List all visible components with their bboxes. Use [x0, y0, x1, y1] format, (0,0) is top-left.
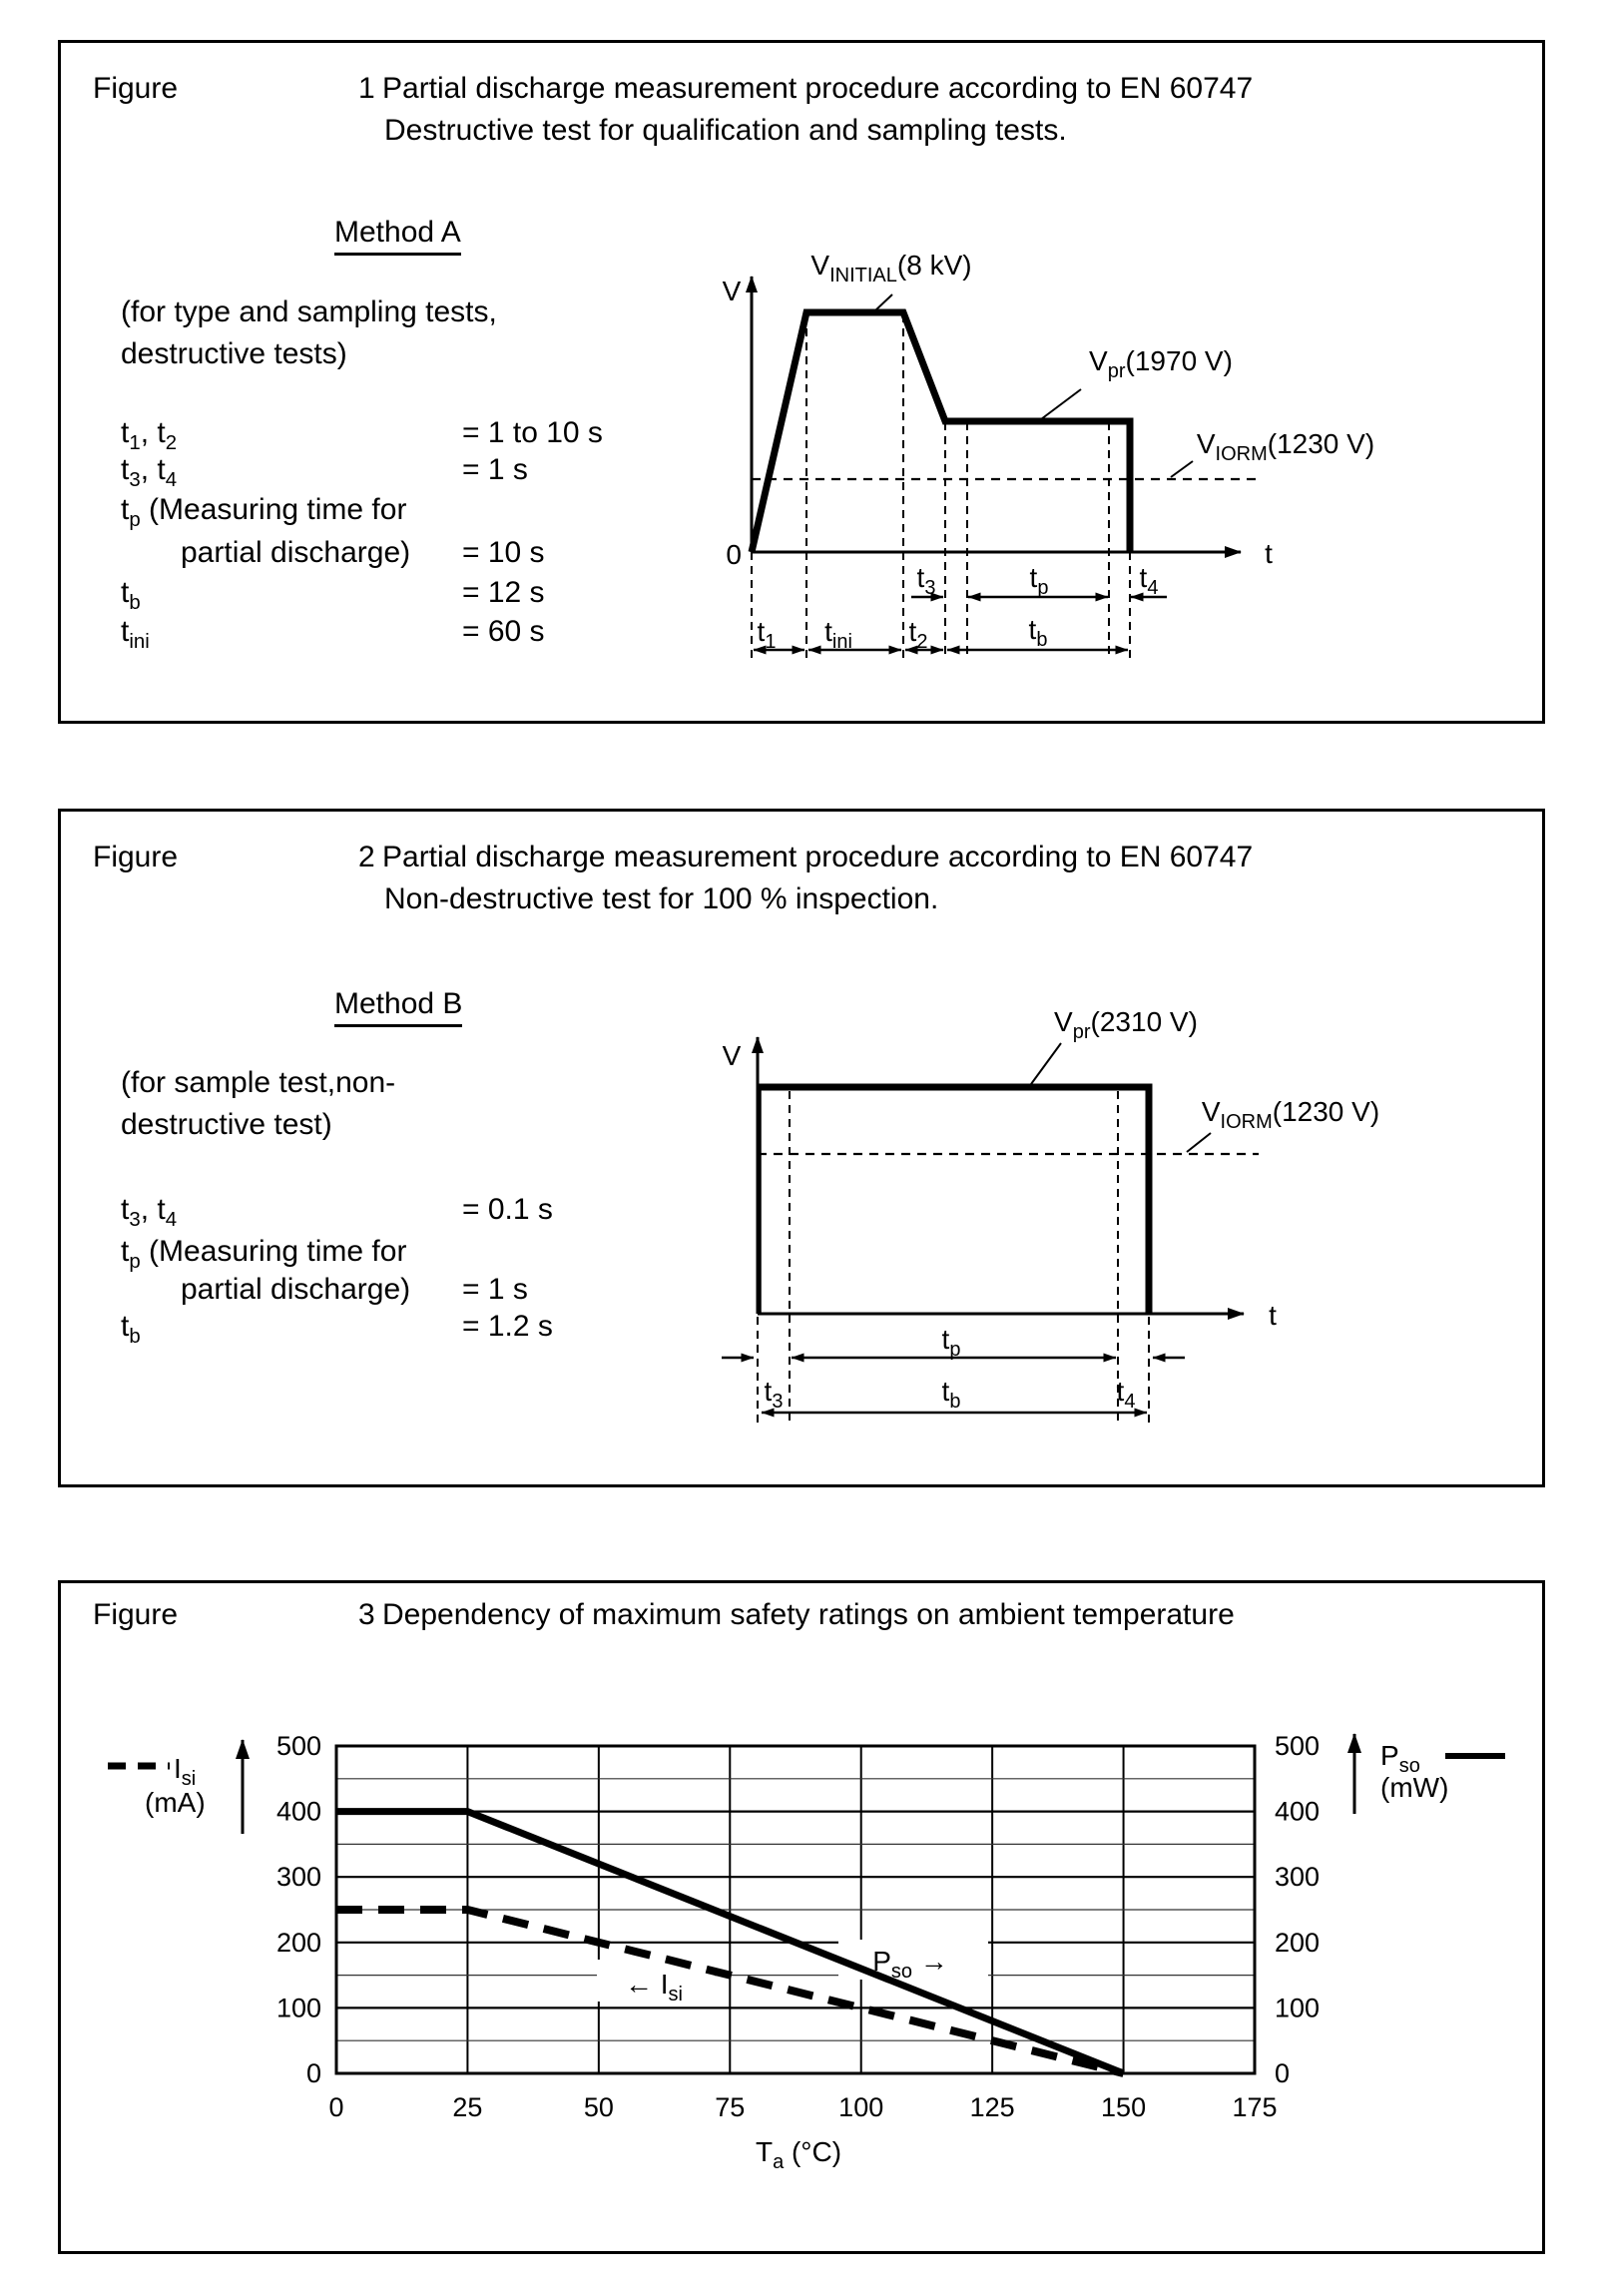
svg-text:300: 300	[1275, 1862, 1321, 1893]
figure3-title: Dependency of maximum safety ratings on ambient temperature	[382, 1598, 1235, 1631]
vinitial-callout	[874, 294, 892, 311]
x-axis-title: $T_a$ (°C)	[755, 2136, 842, 2173]
figure2-param-label: $t_b$	[121, 1310, 141, 1348]
figure2-param-value: = 0.1 s	[462, 1193, 553, 1226]
svg-text:300: 300	[275, 1862, 321, 1893]
figure2-method-heading: Method B	[334, 986, 462, 1022]
dim-label-tb: $t_b$	[1028, 614, 1048, 651]
figure1-param-value: = 12 s	[462, 576, 545, 609]
figure1-param-label: $t_b$	[121, 576, 141, 614]
svg-text:25: 25	[452, 2092, 483, 2122]
figure1-caption-word: Figure	[93, 72, 179, 105]
v-axis-label: V	[722, 276, 742, 306]
v-axis-label: V	[722, 1040, 742, 1071]
figure2-param-value: = 1.2 s	[462, 1310, 553, 1343]
figure2-note-line2: destructive test)	[121, 1108, 332, 1141]
isi-legend-unit: (mA)	[145, 1787, 206, 1818]
svg-text:0: 0	[305, 2058, 321, 2088]
isi-legend-label: $I_{si}$	[174, 1753, 197, 1790]
figure1-param-label: $t_1$, $t_2$	[121, 416, 178, 454]
figure3-caption-number: 3	[358, 1598, 375, 1631]
figure2-param-label: $t_3$, $t_4$	[121, 1193, 178, 1231]
figure1-param-label-indent: partial discharge)	[181, 536, 411, 569]
figure1-note-line2: destructive tests)	[121, 337, 347, 370]
dim-label-t4: $t_4$	[1116, 1376, 1136, 1413]
svg-text:50: 50	[583, 2092, 614, 2122]
figure1-panel	[58, 40, 1545, 724]
svg-text:200: 200	[1275, 1927, 1321, 1958]
figure1-param-label: $t_{ini}$	[121, 615, 150, 653]
svg-text:400: 400	[275, 1796, 321, 1827]
viorm-label: $V_{IORM}(1230$ V)	[1201, 1096, 1380, 1133]
figure1-method-heading: Method A	[334, 215, 461, 251]
dim-label-tb: $t_b$	[941, 1376, 961, 1413]
figure1-note-line1: (for type and sampling tests,	[121, 295, 497, 328]
vpr-label: $V_{pr}(1970$ V)	[1089, 345, 1233, 382]
figure2-caption-number: 2	[358, 841, 375, 873]
figure2-title-line2: Non-destructive test for 100 % inspection.	[384, 882, 939, 915]
figure1-caption-number: 1	[358, 72, 375, 105]
t-axis-label: t	[1269, 1300, 1277, 1331]
pso-legend-label: $P_{so}$	[1380, 1740, 1420, 1777]
dim-label-t3: $t_3$	[916, 562, 936, 599]
viorm-callout	[1187, 1133, 1211, 1152]
figure2-title-line1: Partial discharge measurement procedure according to EN 60747	[382, 841, 1254, 873]
dim-label-t1: $t_1$	[757, 616, 777, 653]
viorm-callout	[1171, 461, 1193, 477]
pso-legend-unit: (mW)	[1380, 1772, 1449, 1803]
t-axis-label: t	[1265, 538, 1273, 569]
svg-text:500: 500	[1275, 1731, 1321, 1761]
vinitial-label: $V_{INITIAL}(8$ kV)	[810, 250, 972, 287]
svg-text:200: 200	[275, 1927, 321, 1958]
svg-text:100: 100	[838, 2092, 884, 2122]
ticks-layer	[276, 1731, 1320, 2122]
viorm-label: $V_{IORM}(1230$ V)	[1196, 428, 1375, 465]
dim-label-tp: $t_p$	[941, 1324, 961, 1361]
vpr-label: $V_{pr}(2310$ V)	[1054, 1006, 1198, 1043]
svg-text:125: 125	[969, 2092, 1015, 2122]
dim-label-t3: $t_3$	[764, 1376, 784, 1413]
figure2-panel	[58, 809, 1545, 1487]
figure2-waveform-diagram	[702, 1001, 1410, 1440]
figure1-param-value: = 10 s	[462, 536, 545, 569]
figure1-param-label: $t_p$ (Measuring time for	[121, 493, 407, 531]
dim-label-tp: $t_p$	[1029, 562, 1049, 599]
dim-label-t2: $t_2$	[908, 616, 928, 653]
svg-text:0: 0	[328, 2092, 344, 2122]
voltage-waveform	[752, 312, 1130, 552]
figure1-title-line1: Partial discharge measurement procedure according to EN 60747	[382, 72, 1254, 105]
vpr-callout	[1031, 1043, 1061, 1084]
figure2-param-label: $t_p$ (Measuring time for	[121, 1235, 407, 1273]
figure2-caption-word: Figure	[93, 841, 179, 873]
figure1-param-value: = 1 to 10 s	[462, 416, 603, 449]
figure1-param-value: = 1 s	[462, 453, 528, 486]
svg-text:150: 150	[1101, 2092, 1147, 2122]
figure1-title-line2: Destructive test for qualification and sampling tests.	[384, 114, 1067, 147]
svg-text:100: 100	[275, 1993, 321, 2023]
vpr-callout	[1041, 389, 1081, 419]
voltage-waveform	[757, 1087, 1149, 1314]
figure1-waveform-diagram	[702, 233, 1410, 692]
figure3-caption-word: Figure	[93, 1598, 179, 1631]
figure1-param-value: = 60 s	[462, 615, 545, 648]
svg-text:175: 175	[1232, 2092, 1278, 2122]
dim-label-t4: $t_4$	[1139, 562, 1159, 599]
figure2-param-label-indent: partial discharge)	[181, 1273, 411, 1306]
figure2-note-line1: (for sample test,non-	[121, 1066, 396, 1099]
isi-curve-annotation: ← $I_{si}$	[624, 1969, 684, 2006]
svg-text:0: 0	[1275, 2058, 1291, 2088]
svg-text:100: 100	[1275, 1993, 1321, 2023]
dim-label-tini: $t_{ini}$	[824, 616, 852, 653]
pso-curve-annotation: $P_{so}$ →	[872, 1946, 948, 1983]
svg-text:500: 500	[275, 1731, 321, 1761]
svg-text:400: 400	[1275, 1796, 1321, 1827]
fig3-chart-svg	[70, 1722, 1527, 2201]
figure1-param-label: $t_3$, $t_4$	[121, 453, 178, 491]
origin-label: 0	[726, 539, 742, 570]
figure2-param-value: = 1 s	[462, 1273, 528, 1306]
svg-text:75: 75	[715, 2092, 746, 2122]
